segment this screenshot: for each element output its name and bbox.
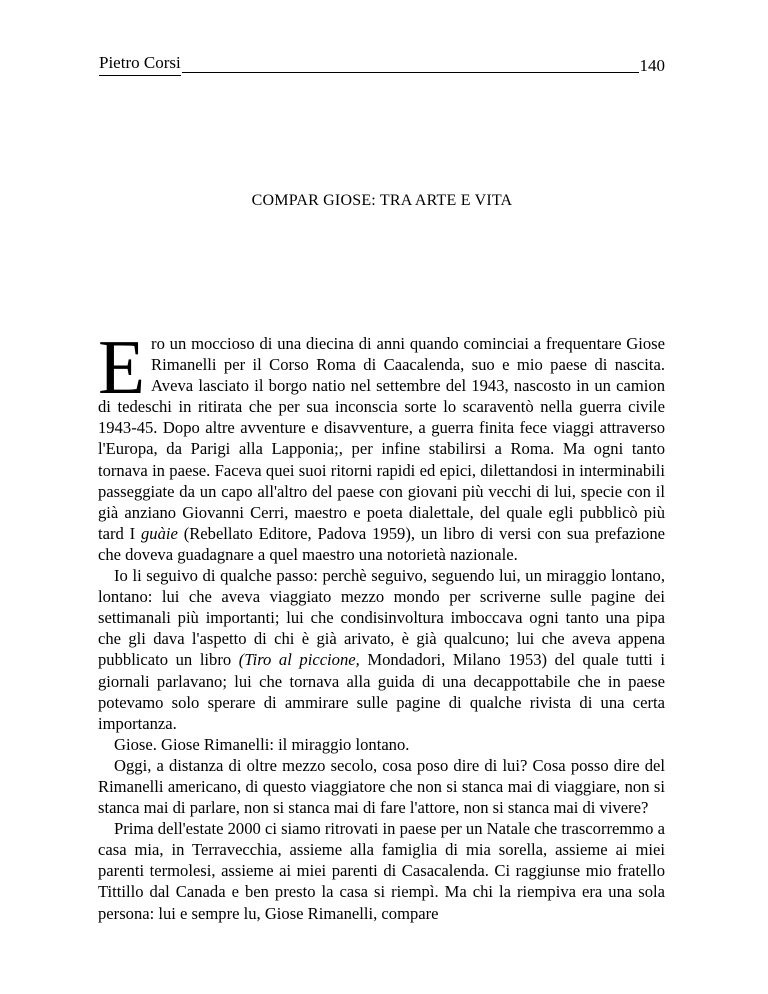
- header-author: Pietro Corsi: [99, 53, 181, 76]
- page-number: 140: [639, 56, 665, 75]
- chapter-title: COMPAR GIOSE: TRA ARTE E VITA: [251, 192, 513, 209]
- paragraph-1-text: ro un moccioso di una diecina di anni quando cominciai a frequentare Giose Rimanelli per il Corso Roma di Caacalenda, suo e mio paese di nascita. Aveva lasciato il borgo natio nel settembre del 1943, nascosto in un camion di tedeschi in ritirata che per sua inconscia sorte lo scaraventò nella guerra civile 1943-45. Dopo altre avventure e disavventure, a guerra finita fece viaggi attraverso l'Europa, da Parigi alla Lapponia;, per infine stabilirsi a Roma. Ma ogni tanto tornava in paese. Faceva quei suoi ritorni rapidi ed epici, dilettandosi in interminabili passeggiate da un capo all'altro del paese con giovani più vecchi di lui, specie con il già anziano Giovanni Cerri, maestro e poeta dialettale, del quale egli pubblicò più tard I: [98, 334, 665, 543]
- book-title-guaie: guàie: [140, 523, 178, 543]
- running-header: [99, 52, 665, 76]
- paragraph-1-text-after: (Rebellato Editore, Padova 1959), un libro di versi con sua prefazione che doveva guadagnare a quel maestro una notorietà nazionale.: [98, 523, 665, 564]
- header-rule: [182, 71, 639, 73]
- book-title-tiro-al-piccione: (Tiro al piccione,: [238, 650, 360, 670]
- paragraph-1: [98, 324, 665, 565]
- paragraph-3: Giose. Giose Rimanelli: il miraggio lontano.: [114, 734, 410, 754]
- paragraph-2-text: Io li seguivo di qualche passo: perchè seguivo, seguendo lui, un miraggio lontano, lontano: lui che aveva viaggiato mezzo mondo per scriverne sulle pagine dei settimanali più importanti; lui che condisinvoltura imboccava ogni tanto una pipa che gli dava l'aspetto di chi è già arivato, è già qualcuno; lui che aveva appena pubblicato un libro: [98, 566, 665, 670]
- body-text: [98, 324, 665, 924]
- paragraph-2: [98, 565, 665, 734]
- paragraph-5: Prima dell'estate 2000 ci siamo ritrovati in paese per un Natale che trascorremmo a casa mia, in Terravecchia, assieme alla famiglia di mia sorella, assieme ai miei parenti termolesi, assieme ai miei parenti di Casacalenda. Ci raggiunse mio fratello Tittillo dal Canada e ben presto la casa si riempì. Ma chi la riempiva era una sola persona: lui e sempre lu, Giose Rimanelli, compare: [98, 819, 665, 923]
- drop-cap: E: [98, 324, 146, 410]
- paragraph-4: Oggi, a distanza di oltre mezzo secolo, cosa poso dire di lui? Cosa posso dire del Rimanelli americano, di questo viaggiatore che non si stanca mai di viaggiare, non si stanca mai di parlare, non si stanca mai di fare l'attore, non si stanca mai di vivere?: [98, 755, 665, 818]
- paragraph-2-text-after: Mondadori, Milano 1953) del quale tutti i giornali parlavano; lui che tornava alla guida di una decappottabile che in paese potevamo solo sperare di ammirare sulle pagine di qualche rivista di una certa importanza.: [98, 650, 665, 733]
